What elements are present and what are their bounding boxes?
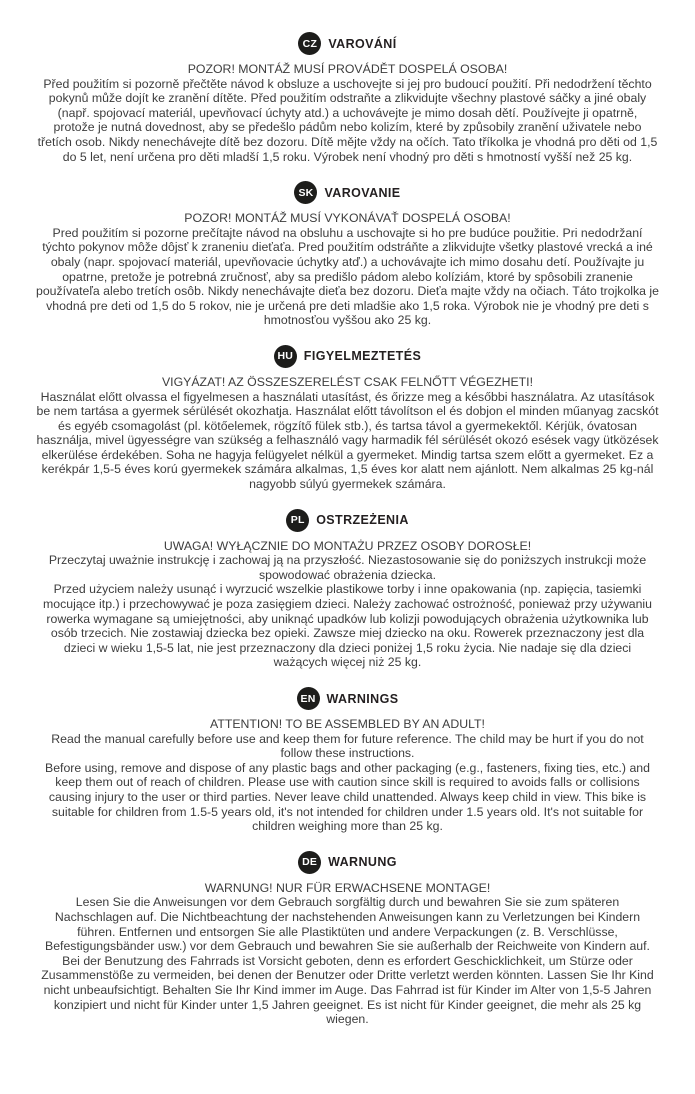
section-en <box>36 687 660 834</box>
section-header <box>36 181 660 204</box>
section-title: WARNINGS <box>326 691 399 706</box>
section-sk <box>36 181 660 328</box>
language-badge-icon <box>298 32 321 55</box>
section-title: WARNUNG <box>328 855 397 870</box>
section-subtitle: UWAGA! WYŁĄCZNIE DO MONTAŻU PRZEZ OSOBY DOROSŁE! <box>163 538 532 553</box>
section-paragraph: Read the manual carefully before use and keep them for future reference. The child may be hurt if you do not follow these instructions. <box>51 731 644 761</box>
section-subtitle: POZOR! MONTÁŽ MUSÍ VYKONÁVAŤ DOSPELÁ OSOBA! <box>184 211 511 226</box>
language-badge-icon <box>274 345 297 368</box>
section-paragraph: Pred použitím si pozorne prečítajte návod na obsluhu a uschovajte si ho pre budúce použitie. Pri nedodržaní týchto pokynov môže dôjsť k zraneniu dieťaťa. Pred použitím odstráňte a zlikvidujte všetky plastové vrecká a iné obaly (napr. spojovací materiál, upevňovacie úchytky atď.) a uchovávajte ich mimo dosahu detí. Používajte ju opatrne, pretože je potrebná zručnosť, aby sa predišlo pádom alebo kolíziám, ktoré by spôsobili zranenie používateľa alebo tretích osôb. Nikdy nenechávajte dieťa bez dozoru. Dieťa majte vždy na očiach. Táto trojkolka je vhodná pre deti od 1,5 do 5 rokov, nie je určená pre deti mladšie ako 1,5 roka. Výrobok nie je vhodný pre deti s hmotnosťou vyššou ako 25 kg. <box>36 225 659 328</box>
badge-code: HU <box>277 350 294 363</box>
section-header <box>36 851 660 874</box>
section-header <box>36 345 660 368</box>
section-hu <box>36 345 660 492</box>
section-title: OSTRZEŻENIA <box>316 513 409 528</box>
language-badge-icon <box>297 687 320 710</box>
badge-code: DE <box>302 856 318 869</box>
language-badge-icon <box>294 181 317 204</box>
section-title: VAROVANIE <box>324 185 401 200</box>
section-header <box>36 687 660 710</box>
badge-code: EN <box>300 692 316 705</box>
badge-code: PL <box>290 514 305 527</box>
section-paragraph: Használat előtt olvassa el figyelmesen a használati utasítást, és őrizze meg a későbbi használatra. Az utasítások be nem tartása a gyermek sérülését okozhatja. Használat előtt távolítson el és dobjon el minden műanyag zacskót és egyéb csomagolást (pl. kötőelemek, rögzítő fülek stb.), és tartsa távol a gyermekektől. Kérjük, óvatosan használja, mivel ügyességre van szükség a felhasználó vagy harmadik fél sérülését okozó esések vagy ütközések elkerülése érdekében. Soha ne hagyja felügyelet nélkül a gyermeket. Mindig tartsa szem előtt a gyermeket. Ez a kerékpár 1,5-5 éves korú gyermekek számára alkalmas, 1,5 éves kor alatt nem ajánlott. Nem alkalmas 25 kg-nál nagyobb súlyú gyermekek számára. <box>36 389 659 492</box>
section-paragraph: Lesen Sie die Anweisungen vor dem Gebrauch sorgfältig durch und bewahren Sie sie zum späteren Nachschlagen auf. Die Nichtbeachtung der nachstehenden Anweisungen kann zu Verletzungen bei Kindern führen. Entfernen und entsorgen Sie alle Plastiktüten und andere Verpackungen (z. B. Verschlüsse, Befestigungsbänder usw.) vor dem Gebrauch und bewahren Sie sie außerhalb der Reichweite von Kindern auf. Bei der Benutzung des Fahrrads ist Vorsicht geboten, denn es erfordert Geschicklichkeit, um Stürze oder Zusammenstöße zu vermeiden, bei denen der Benutzer oder Dritte verletzt werden könnten. Lassen Sie Ihr Kind nicht unbeaufsichtigt. Behalten Sie Ihr Kind immer im Auge. Das Fahrrad ist für Kinder im Alter von 1,5-5 Jahren konzipiert und nicht für Kinder unter 1,5 Jahren geeignet. Es ist nicht für Kinder geeignet, die mehr als 25 kg wiegen. <box>41 895 654 1027</box>
section-title: FIGYELMEZTETÉS <box>303 349 422 364</box>
section-paragraph: Before using, remove and dispose of any plastic bags and other packaging (e.g., fasteners, fixing ties, etc.) and keep them out of reach of children. Please use with caution since skill is required to avoids falls or collisions causing injury to the user or third parties. Never leave child unattended. Always keep child in view. This bike is suitable for children from 1.5-5 years old, it's not intended for children under 1.5 years old. It's not suitable for children weighing more than 25 kg. <box>45 760 650 834</box>
section-subtitle: WARNUNG! NUR FÜR ERWACHSENE MONTAGE! <box>204 880 491 895</box>
section-cz <box>36 32 660 164</box>
section-subtitle: POZOR! MONTÁŽ MUSÍ PROVÁDĚT DOSPELÁ OSOBA! <box>187 62 508 76</box>
section-header <box>36 509 660 532</box>
section-subtitle: ATTENTION! TO BE ASSEMBLED BY AN ADULT! <box>210 717 485 731</box>
section-paragraph: Przed użyciem należy usunąć i wyrzucić wszelkie plastikowe torby i inne opakowania (np. zapięcia, tasiemki mocujące itp.) i przechowywać je poza zasięgiem dzieci. Należy zachować ostrożność, ponieważ przy używaniu rowerka wymagane są umiejętności, aby uniknąć upadków lub kolizji powodujących obrażenia użytkownika lub osób trzecich. Nie zostawiaj dziecka bez opieki. Zawsze miej dziecko na oku. Rowerek przeznaczony jest dla dzieci w wieku 1,5-5 lat, nie jest przeznaczony dla dzieci poniżej 1,5 roku życia. Nie nadaje się dla dzieci ważących więcej niż 25 kg. <box>43 582 652 670</box>
badge-code: CZ <box>302 37 318 50</box>
section-subtitle: VIGYÁZAT! AZ ÖSSZESZERELÉST CSAK FELNŐTT VÉGEZHETI! <box>161 374 534 389</box>
section-header <box>36 32 660 55</box>
section-pl <box>36 509 660 670</box>
section-paragraph: Przeczytaj uważnie instrukcję i zachowaj ją na przyszłość. Niezastosowanie się do poniższych instrukcji może spowodować obrażenia dziecka. <box>48 553 647 582</box>
section-paragraph: Před použitím si pozorně přečtěte návod k obsluze a uschovejte si jej pro budoucí použití. Při nedodržení těchto pokynů může dojít ke zranění dítěte. Před použitím odstraňte a zlikvidujte všechny plastové sáčky a jiné obaly (např. spojovací materiál, upevňovací úchyty atd.) a uchovávejte je mimo dosah dětí. Používejte ji opatrně, protože je nutná dovednost, aby se předešlo pádům nebo kolizím, které by způsobily zranění uživatele nebo třetích osob. Nikdy nenechávejte dítě bez dozoru. Dítě mějte vždy na očích. Tato tříkolka je vhodná pro děti od 1,5 do 5 let, není určena pro děti mladší 1,5 roku. Výrobek není vhodný pro děti s hmotností vyšší než 25 kg. <box>37 76 658 164</box>
badge-code: SK <box>298 186 314 199</box>
section-de <box>36 851 660 1027</box>
language-badge-icon <box>286 509 309 532</box>
language-badge-icon <box>298 851 321 874</box>
section-title: VAROVÁNÍ <box>328 36 397 51</box>
